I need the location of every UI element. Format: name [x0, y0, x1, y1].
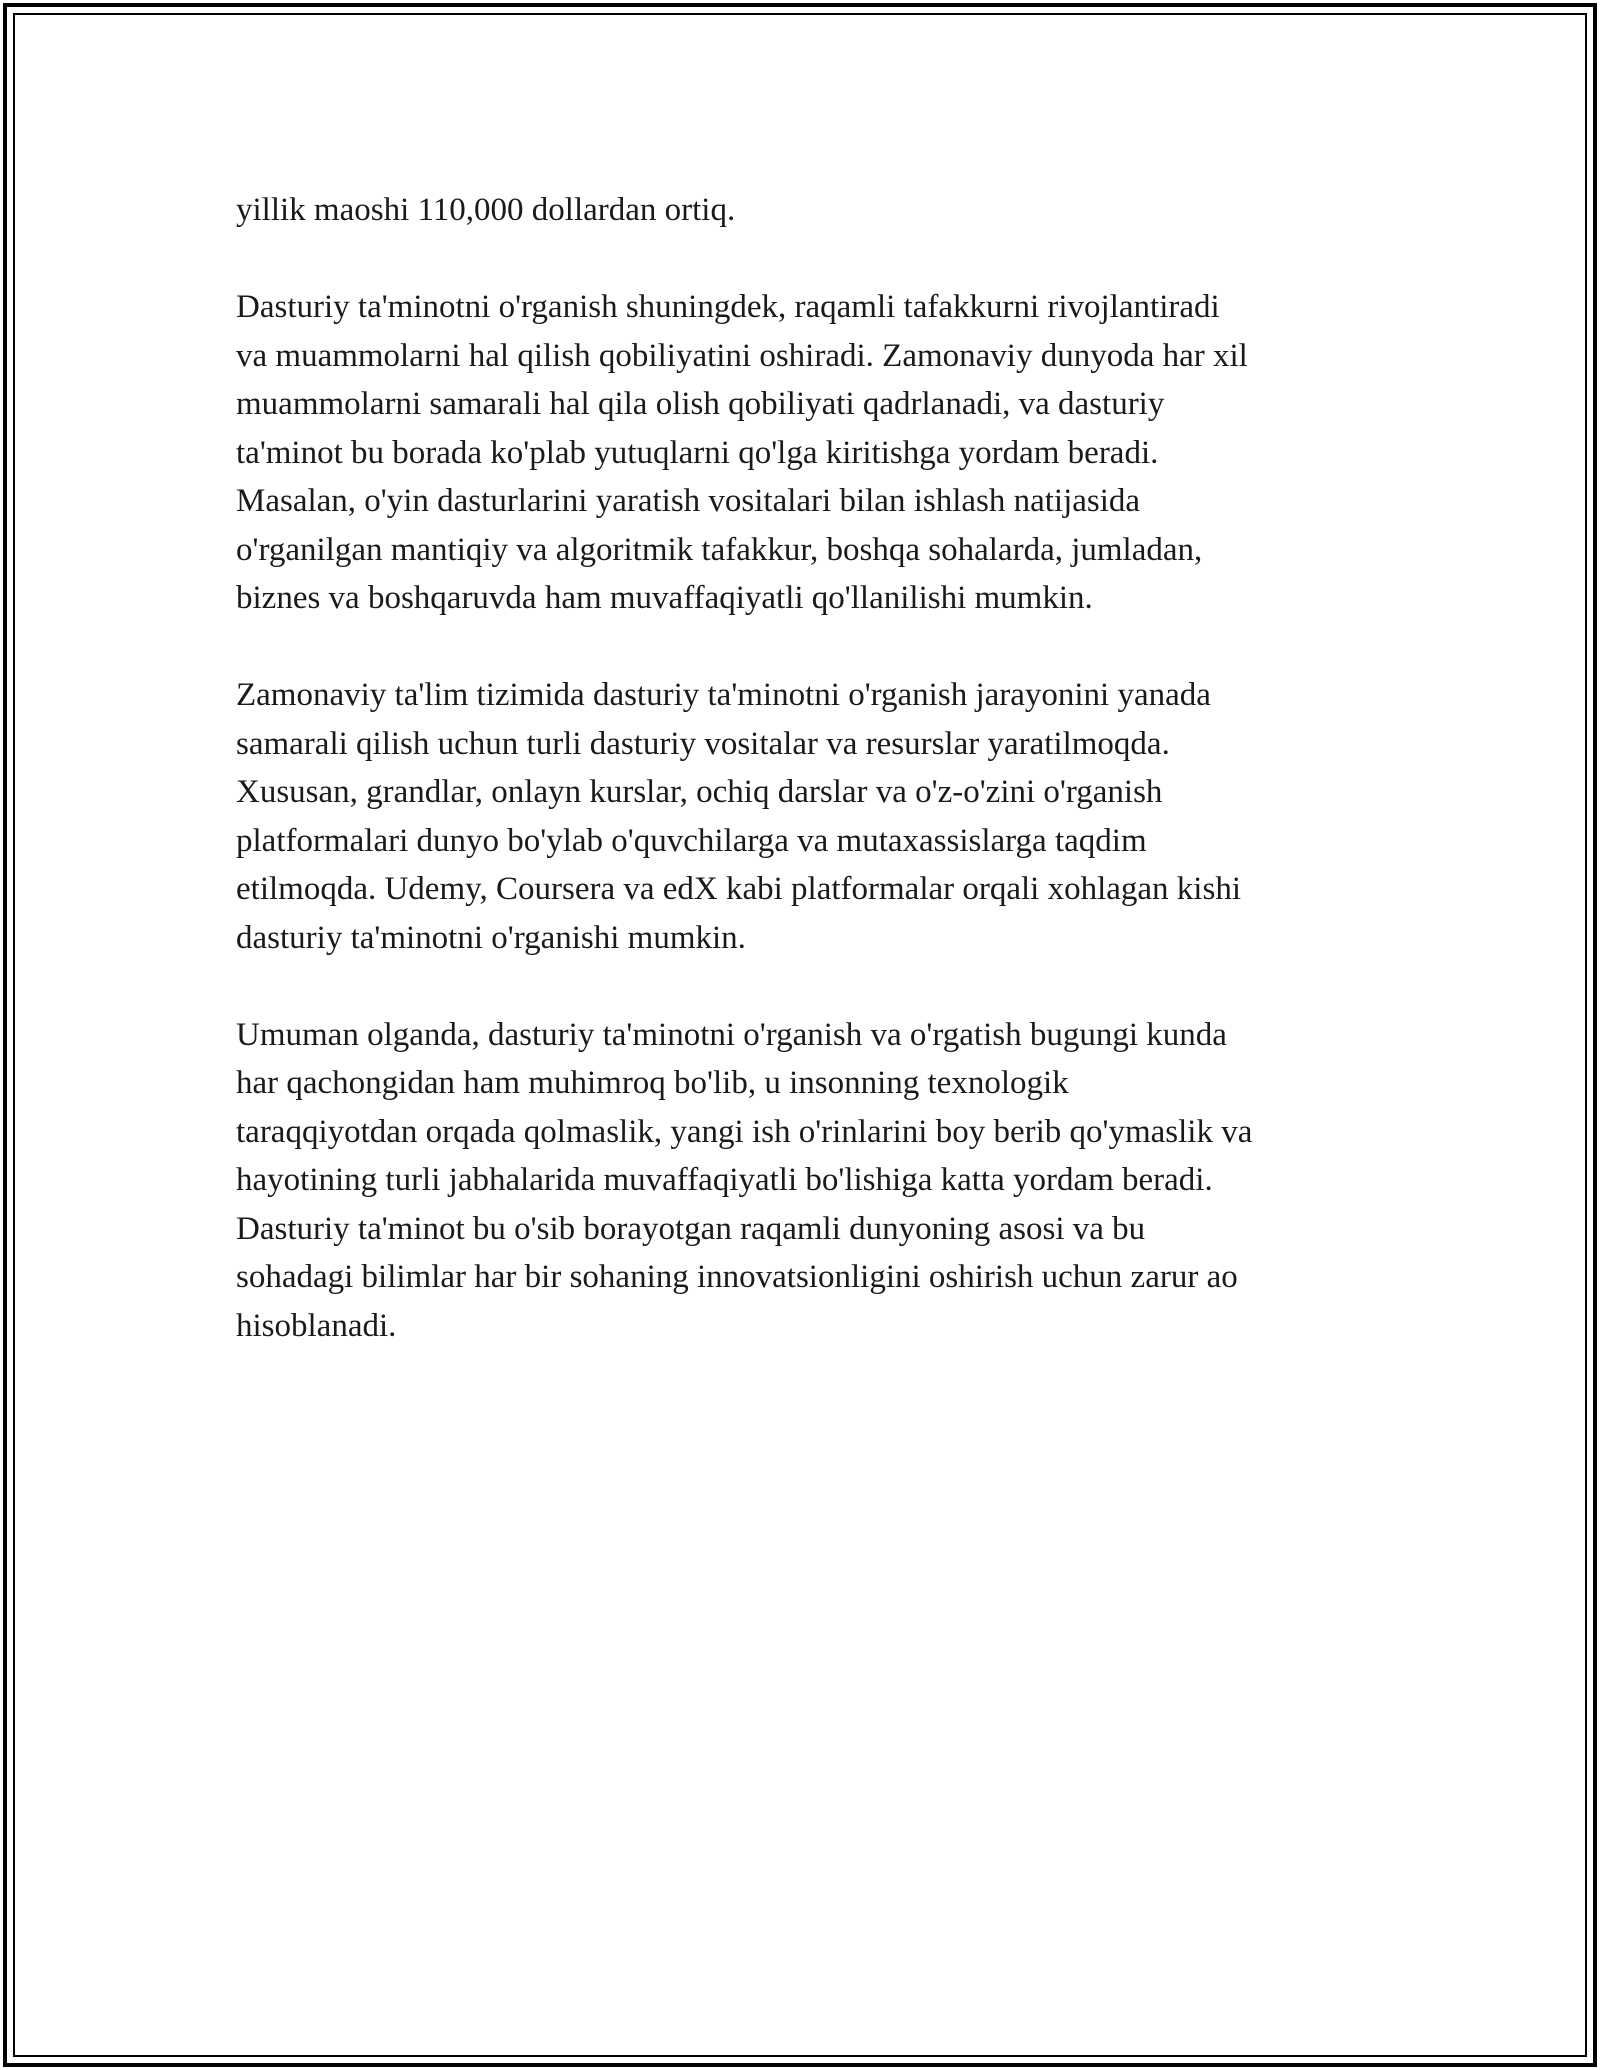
paragraph-3: [236, 671, 1386, 962]
text-line: samarali qilish uchun turli dasturiy vositalar va resurslar yaratilmoqda.: [236, 725, 1170, 762]
text-line: va muammolarni hal qilish qobiliyatini oshiradi. Zamonaviy dunyoda har xil: [236, 337, 1248, 374]
text-line: har qachongidan ham muhimroq bo'lib, u insonning texnologik: [236, 1065, 1069, 1101]
text-line: o'rganilgan mantiqiy va algoritmik tafakkur, boshqa sohalarda, jumladan,: [236, 531, 1203, 568]
text-line: Zamonaviy ta'lim tizimida dasturiy ta'minotni o'rganish jarayonini yanada: [236, 677, 1211, 713]
text-line: Masalan, o'yin dasturlarini yaratish vositalari bilan ishlash natijasida: [236, 483, 1141, 519]
text-line: yillik maoshi 110,000 dollardan ortiq.: [236, 192, 736, 228]
text-line: biznes va boshqaruvda ham muvaffaqiyatli qo'llanilishi mumkin.: [236, 580, 1093, 616]
text-line: etilmoqda. Udemy, Coursera va edX kabi platformalar orqali xohlagan kishi: [236, 871, 1241, 907]
text-line: Umuman olganda, dasturiy ta'minotni o'rganish va o'rgatish bugungi kunda: [236, 1016, 1227, 1053]
text-line: ta'minot bu borada ko'plab yutuqlarni qo'lga kiritishga yordam beradi.: [236, 434, 1159, 471]
text-line: taraqqiyotdan orqada qolmaslik, yangi ish o'rinlarini boy berib qo'ymaslik va: [236, 1113, 1253, 1150]
text-line: Dasturiy ta'minotni o'rganish shuningdek, raqamli tafakkurni rivojlantiradi: [236, 289, 1220, 325]
text-line: Dasturiy ta'minot bu o'sib borayotgan raqamli dunyoning asosi va bu: [236, 1210, 1146, 1247]
document-body: [236, 186, 1386, 1399]
paragraph-4: [236, 1011, 1386, 1351]
text-line: muammolarni samarali hal qila olish qobiliyati qadrlanadi, va dasturiy: [236, 386, 1165, 422]
text-line: dasturiy ta'minotni o'rganishi mumkin.: [236, 919, 746, 956]
text-line: sohadagi bilimlar har bir sohaning innovatsionligini oshirish uchun zarur ao: [236, 1259, 1238, 1295]
text-line: hayotining turli jabhalarida muvaffaqiyatli bo'lishiga katta yordam beradi.: [236, 1162, 1213, 1198]
paragraph-2: [236, 283, 1386, 623]
text-line: Xususan, grandlar, onlayn kurslar, ochiq darslar va o'z-o'zini o'rganish: [236, 774, 1163, 810]
paragraph-1: [236, 186, 1386, 235]
text-line: hisoblanadi.: [236, 1307, 397, 1344]
text-line: platformalari dunyo bo'ylab o'quvchilarga va mutaxassislarga taqdim: [236, 822, 1147, 859]
